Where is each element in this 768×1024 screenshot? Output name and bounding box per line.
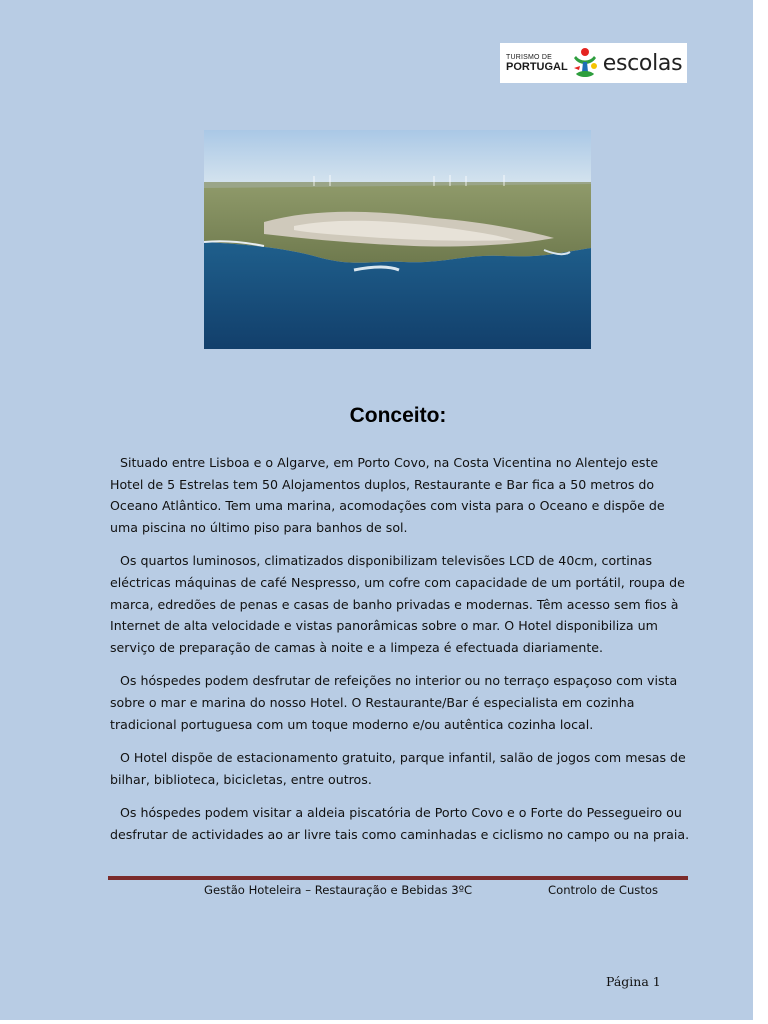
paragraph: Os hóspedes podem visitar a aldeia piscatória de Porto Covo e o Forte do Pessegueiro ou desfrutar de actividades ao ar livre tais como caminhadas e ciclismo no campo ou na praia. bbox=[110, 805, 690, 842]
turismo-portugal-symbol-icon bbox=[570, 46, 600, 80]
coastal-town-aerial-photo bbox=[204, 130, 591, 349]
logo-wordmark bbox=[506, 54, 568, 73]
page-margin-bottom bbox=[0, 1020, 768, 1024]
page-number: Página 1 bbox=[606, 974, 661, 989]
paragraph: Situado entre Lisboa e o Algarve, em Porto Covo, na Costa Vicentina no Alentejo este Hotel de 5 Estrelas tem 50 Alojamentos duplos, Restaurante e Bar fica a 50 metros do Oceano Atlântico. Tem uma marina, acomodações com vista para o Oceano e dispõe de uma piscina no último piso para banhos de sol. bbox=[110, 455, 665, 535]
logo-line1: TURISMO DE bbox=[506, 53, 552, 61]
footer-subject-label: Controlo de Custos bbox=[548, 883, 659, 897]
turismo-de-portugal-escolas-logo bbox=[500, 43, 687, 83]
page-margin-right bbox=[753, 0, 768, 1024]
logo-brand: escolas bbox=[602, 50, 683, 76]
paragraph: Os hóspedes podem desfrutar de refeições no interior ou no terraço espaçoso com vista sobre o mar e marina do nosso Hotel. O Restaurante/Bar é especialista em cozinha tradicional portuguesa com um toque moderno e/ou autêntica cozinha local. bbox=[110, 673, 678, 732]
footer-course-label: Gestão Hoteleira – Restauração e Bebidas 3ºC bbox=[204, 883, 473, 897]
paragraph: Os quartos luminosos, climatizados disponibilizam televisões LCD de 40cm, cortinas eléctricas máquinas de café Nespresso, um cofre com capacidade de um portátil, roupa de marca, edredões de penas e casas de banho privadas e modernas. Têm acesso sem fios à Internet de alta velocidade e vistas panorâmicas sobre o mar. O Hotel disponibiliza um serviço de preparação de camas à noite e a limpeza é efectuada diariamente. bbox=[110, 553, 685, 655]
body-text bbox=[110, 452, 694, 858]
page-title: Conceito: bbox=[349, 404, 447, 427]
footer-divider bbox=[108, 876, 688, 880]
paragraph: O Hotel dispõe de estacionamento gratuito, parque infantil, salão de jogos com mesas de bilhar, biblioteca, bicicletas, entre outros. bbox=[110, 750, 686, 787]
logo-line2: PORTUGAL bbox=[506, 60, 568, 73]
